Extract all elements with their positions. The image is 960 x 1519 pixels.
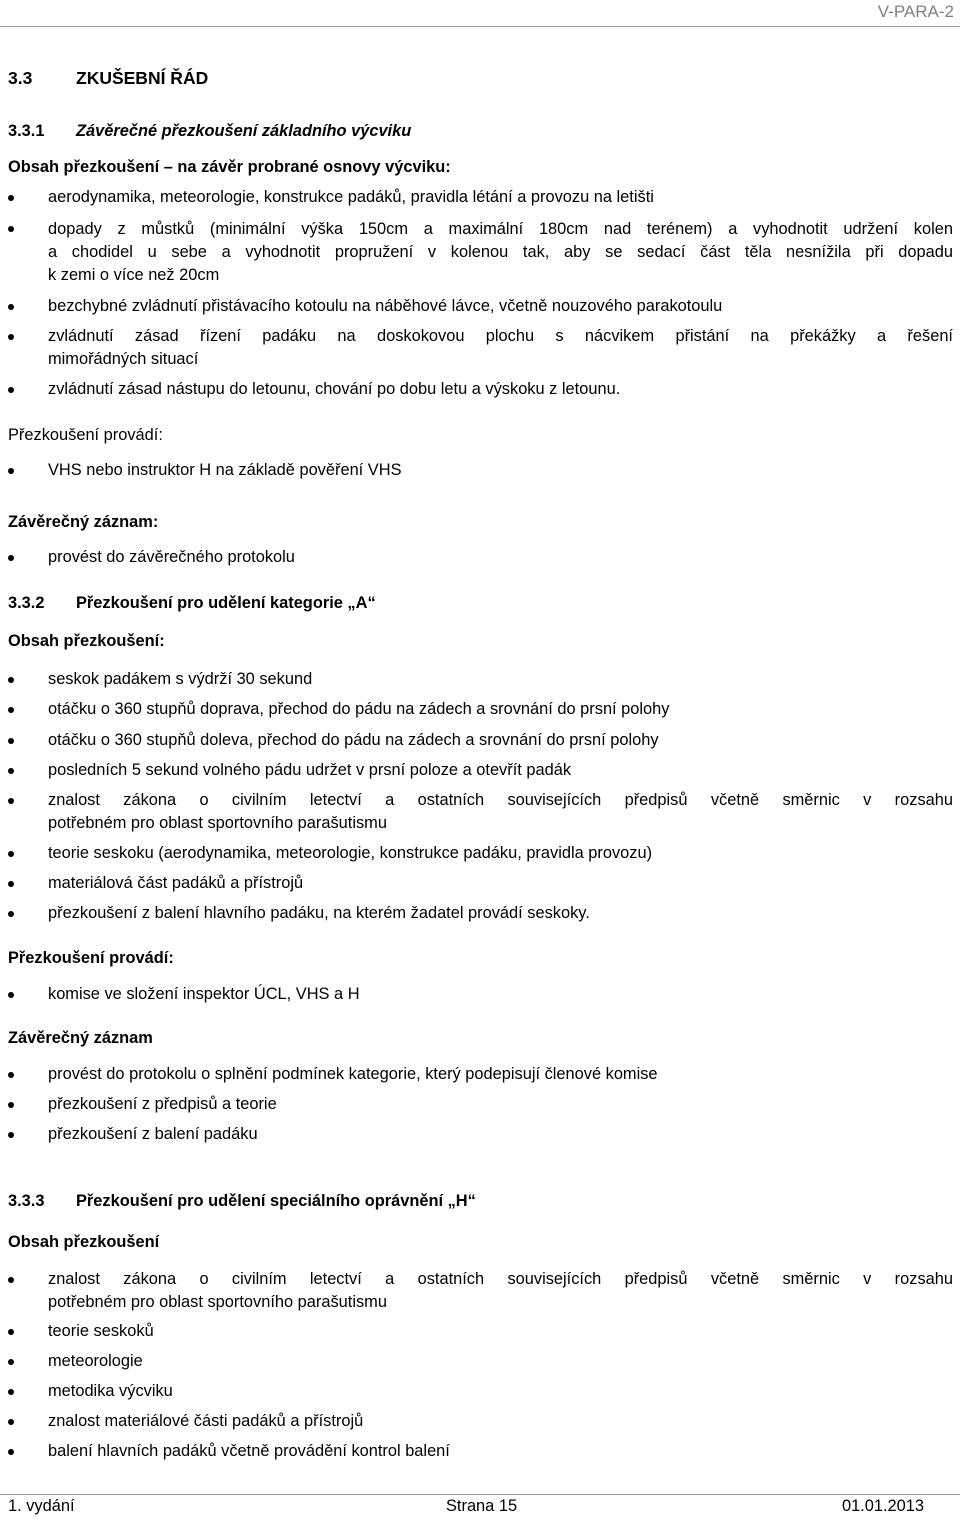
footer-page-number: Strana 15 xyxy=(446,1497,518,1515)
list-item: provést do protokolu o splnění podmínek kategorie, který podepisují členové komise xyxy=(48,1065,658,1083)
list-item: zvládnutí zásad řízení padáku na doskokovou plochu s nácvikem přistání na překážky a řešení xyxy=(48,327,953,345)
subsection-title-331: Závěrečné přezkoušení základního výcviku xyxy=(76,122,412,140)
bullet-icon xyxy=(8,851,14,857)
list-item-continuation: a chodidel u sebe a vyhodnotit propružení v kolenou tak, aby se sedací část těla nesnížila při dopadu xyxy=(48,243,953,261)
list-item: komise ve složení inspektor ÚCL, VHS a H xyxy=(48,985,360,1003)
subsection-title-333: Přezkoušení pro udělení speciálního oprávnění „H“ xyxy=(76,1192,476,1210)
subsection-number-333: 3.3.3 xyxy=(8,1192,45,1210)
list-item: přezkoušení z balení hlavního padáku, na kterém žadatel provádí seskoky. xyxy=(48,904,590,922)
list-item: meteorologie xyxy=(48,1352,143,1370)
section-title: ZKUŠEBNÍ ŘÁD xyxy=(76,68,209,88)
list-item: přezkoušení z předpisů a teorie xyxy=(48,1095,277,1113)
list-item: aerodynamika, meteorologie, konstrukce padáků, pravidla létání a provozu na letišti xyxy=(48,188,654,206)
bullet-icon xyxy=(8,387,14,393)
list-item: balení hlavních padáků včetně provádění kontrol balení xyxy=(48,1442,450,1460)
bullet-icon xyxy=(8,798,14,804)
subsection-number-331: 3.3.1 xyxy=(8,122,45,140)
bullet-icon xyxy=(8,1072,14,1078)
list-item-continuation: potřebném pro oblast sportovního parašutismu xyxy=(48,1293,387,1311)
bullet-icon xyxy=(8,911,14,917)
bullet-icon xyxy=(8,881,14,887)
list-item: posledních 5 sekund volného pádu udržet v prsní poloze a otevřít padák xyxy=(48,761,572,779)
bullet-icon xyxy=(8,468,14,474)
list-item: přezkoušení z balení padáku xyxy=(48,1125,258,1143)
examiner-label-332: Přezkoušení provádí: xyxy=(8,949,174,967)
bullet-icon xyxy=(8,1419,14,1425)
list-item: teorie seskoků xyxy=(48,1322,154,1340)
list-item: otáčku o 360 stupňů doprava, přechod do pádu na zádech a srovnání do prsní polohy xyxy=(48,700,670,718)
list-item-continuation: mimořádných situací xyxy=(48,350,199,368)
list-item-continuation: potřebném pro oblast sportovního parašutismu xyxy=(48,814,387,832)
list-item: seskok padákem s výdrží 30 sekund xyxy=(48,670,313,688)
bullet-icon xyxy=(8,226,14,232)
list-item: provést do závěrečného protokolu xyxy=(48,548,295,566)
bullet-icon xyxy=(8,1277,14,1283)
footer-edition: 1. vydání xyxy=(8,1497,75,1515)
footer-date: 01.01.2013 xyxy=(841,1497,924,1515)
list-item: metodika výcviku xyxy=(48,1382,173,1400)
bullet-icon xyxy=(8,768,14,774)
bullet-icon xyxy=(8,707,14,713)
list-item: materiálová část padáků a přístrojů xyxy=(48,874,304,892)
subsection-title-332: Přezkoušení pro udělení kategorie „A“ xyxy=(76,594,376,612)
subsection-number-332: 3.3.2 xyxy=(8,594,45,612)
bullet-icon xyxy=(8,304,14,310)
list-item: zvládnutí zásad nástupu do letounu, chování po dobu letu a výskoku z letounu. xyxy=(48,380,621,398)
header-divider xyxy=(0,26,960,27)
bullet-icon xyxy=(8,677,14,683)
bullet-icon xyxy=(8,1102,14,1108)
examiner-label-331: Přezkoušení provádí: xyxy=(8,426,163,444)
content-label-331: Obsah přezkoušení – na závěr probrané osnovy výcviku: xyxy=(8,158,451,176)
bullet-icon xyxy=(8,738,14,744)
list-item: bezchybné zvládnutí přistávacího kotoulu na náběhové lávce, včetně nouzového parakotoulu xyxy=(48,297,723,315)
bullet-icon xyxy=(8,334,14,340)
bullet-icon xyxy=(8,1359,14,1365)
list-item: VHS nebo instruktor H na základě pověření VHS xyxy=(48,461,402,479)
list-item: znalost zákona o civilním letectví a ostatních souvisejících předpisů včetně směrnic v rozsahu xyxy=(48,791,953,809)
bullet-icon xyxy=(8,1329,14,1335)
list-item: otáčku o 360 stupňů doleva, přechod do pádu na zádech a srovnání do prsní polohy xyxy=(48,731,659,749)
bullet-icon xyxy=(8,195,14,201)
bullet-icon xyxy=(8,992,14,998)
bullet-icon xyxy=(8,555,14,561)
bullet-icon xyxy=(8,1132,14,1138)
list-item: dopady z můstků (minimální výška 150cm a maximální 180cm nad terénem) a vyhodnotit udržení kolen xyxy=(48,220,953,238)
record-label-332: Závěrečný záznam xyxy=(8,1029,153,1047)
list-item-continuation: k zemi o více než 20cm xyxy=(48,266,220,284)
section-number: 3.3 xyxy=(8,68,33,88)
list-item: znalost materiálové části padáků a přístrojů xyxy=(48,1412,364,1430)
bullet-icon xyxy=(8,1389,14,1395)
bullet-icon xyxy=(8,1449,14,1455)
content-label-333: Obsah přezkoušení xyxy=(8,1233,160,1251)
record-label-331: Závěrečný záznam: xyxy=(8,513,159,531)
list-item: znalost zákona o civilním letectví a ostatních souvisejících předpisů včetně směrnic v rozsahu xyxy=(48,1270,953,1288)
content-label-332: Obsah přezkoušení: xyxy=(8,632,165,650)
document-code: V-PARA-2 xyxy=(877,2,954,21)
list-item: teorie seskoku (aerodynamika, meteorologie, konstrukce padáku, pravidla provozu) xyxy=(48,844,653,862)
